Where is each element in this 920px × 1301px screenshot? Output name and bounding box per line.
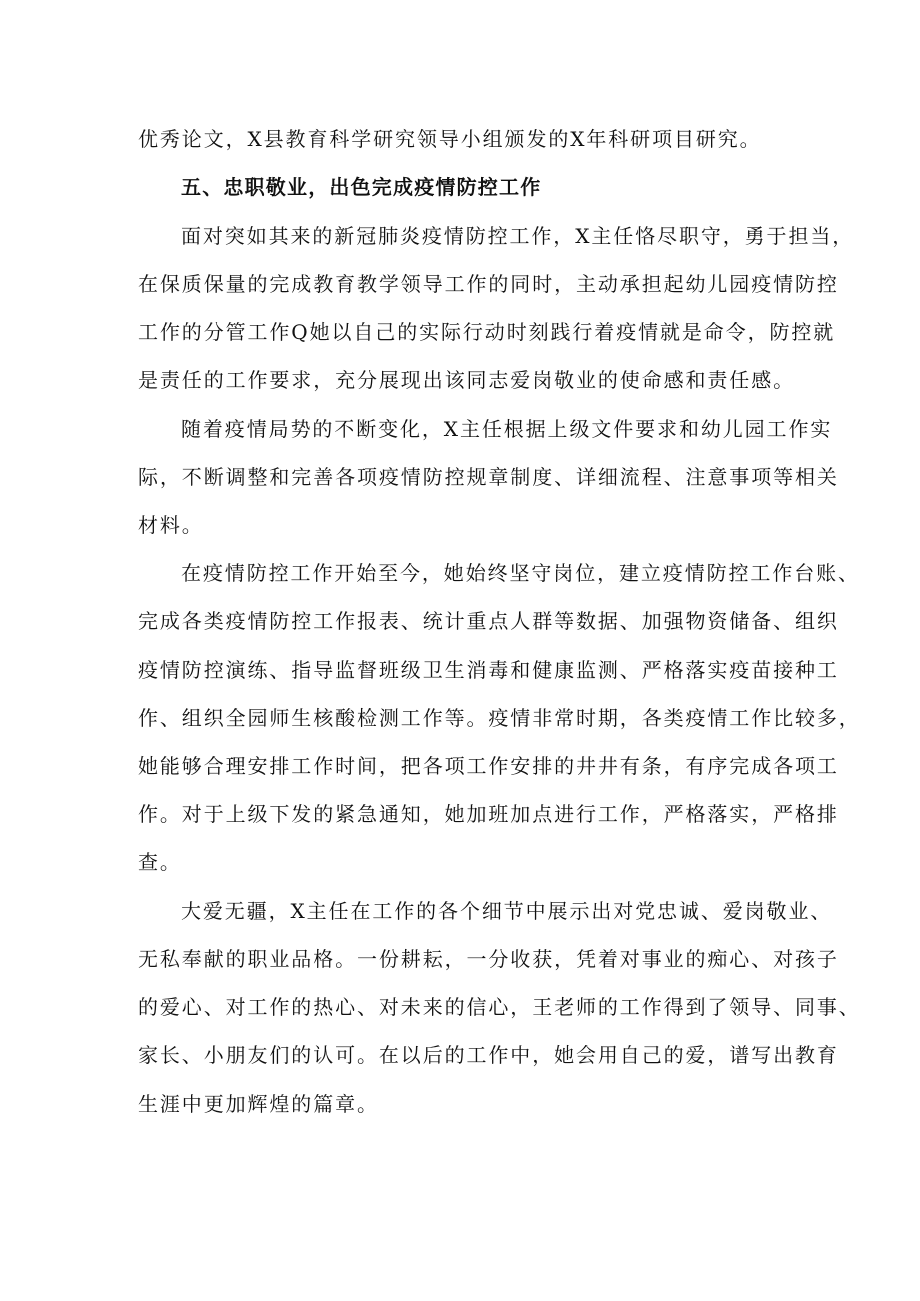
paragraph-line: 是责任的工作要求，充分展现出该同志爱岗敬业的使命感和责任感。	[138, 368, 795, 392]
paragraph-line: 优秀论文，X县教育科学研究领导小组颁发的X年科研项目研究。	[138, 127, 762, 151]
paragraph-line: 无私奉献的职业品格。一份耕耘，一分收获，凭着对事业的痴心、对孩子	[138, 947, 839, 971]
paragraph-line: 工作的分管工作Q她以自己的实际行动时刻践行着疫情就是命令，防控就	[138, 320, 836, 344]
section-heading: 五、忠职敬业，出色完成疫情防控工作	[181, 175, 542, 199]
paragraph-line: 家长、小朋友们的认可。在以后的工作中，她会用自己的爱，谱写出教育	[138, 1043, 839, 1067]
paragraph-line: 在疫情防控工作开始至今，她始终坚守岗位，建立疫情防控工作台账、	[181, 561, 860, 585]
paragraph-line: 面对突如其来的新冠肺炎疫情防控工作，X主任恪尽职守，勇于担当，	[181, 224, 855, 248]
paragraph-line: 在保质保量的完成教育教学领导工作的同时，主动承担起幼儿园疫情防控	[138, 272, 839, 296]
paragraph-line: 查。	[138, 850, 182, 874]
paragraph-line: 际，不断调整和完善各项疫情防控规章制度、详细流程、注意事项等相关	[138, 465, 839, 489]
paragraph-line: 材料。	[138, 513, 204, 537]
paragraph-line: 作、组织全园师生核酸检测工作等。疫情非常时期，各类疫情工作比较多，	[138, 706, 861, 730]
paragraph-line: 生涯中更加辉煌的篇章。	[138, 1092, 379, 1116]
paragraph-line: 疫情防控演练、指导监督班级卫生消毒和健康监测、严格落实疫苗接种工	[138, 658, 839, 682]
paragraph-line: 随着疫情局势的不断变化，X主任根据上级文件要求和幼儿园工作实	[181, 417, 833, 441]
paragraph-line: 作。对于上级下发的紧急通知，她加班加点进行工作，严格落实，严格排	[138, 802, 839, 826]
paragraph-line: 的爱心、对工作的热心、对未来的信心，王老师的工作得到了领导、同事、	[138, 995, 861, 1019]
paragraph-line: 完成各类疫情防控工作报表、统计重点人群等数据、加强物资储备、组织	[138, 609, 839, 633]
paragraph-line: 大爱无疆，X主任在工作的各个细节中展示出对党忠诚、爱岗敬业、	[181, 899, 833, 923]
paragraph-line: 她能够合理安排工作时间，把各项工作安排的井井有条，有序完成各项工	[138, 754, 839, 778]
